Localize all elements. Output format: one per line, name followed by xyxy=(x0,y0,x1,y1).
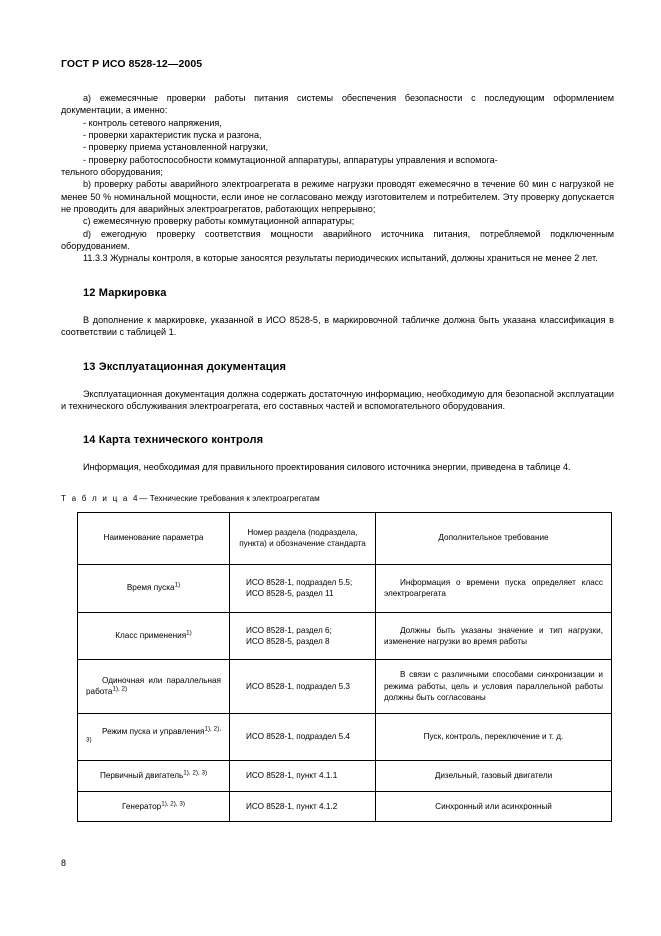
table-cell-reference xyxy=(230,564,376,612)
footnote-marker: 1) xyxy=(174,581,181,589)
table-cell-requirement xyxy=(376,612,612,660)
list-item-dash-4: - проверку работоспособности коммутационной аппаратуры, аппаратуры управления и вспомога- xyxy=(83,154,498,165)
section-12-paragraph: В дополнение к маркировке, указанной в ИСО 8528-5, в маркировочной табличке должна быть указана классификация в соответствии с таблицей 1. xyxy=(61,314,614,338)
footnote-marker: 1), 2) xyxy=(112,685,128,693)
footnote-marker: 1), 2), 3) xyxy=(161,800,185,808)
table-caption-text: Технические требования к электроагрегатам xyxy=(149,493,320,503)
table-caption-label: Т а б л и ц а 4 xyxy=(61,493,140,503)
reference-text xyxy=(230,565,375,612)
table-cell-requirement xyxy=(376,791,612,821)
table-row xyxy=(78,660,612,713)
table-caption-dash: — xyxy=(139,493,148,503)
parameter-text: Время пуска xyxy=(126,583,175,593)
table-header-row xyxy=(78,512,612,564)
reference-text xyxy=(230,669,375,704)
parameter-text: Класс применения xyxy=(115,631,187,641)
paragraph-clause-11-3-3: 11.3.3 Журналы контроля, в которые заносятся результаты периодических испытаний, должны храниться не менее 2 лет. xyxy=(83,253,598,264)
reference-line2: ИСО 8528-5, раздел 8 xyxy=(246,636,330,646)
spacer xyxy=(61,503,614,512)
table-header-label-reference xyxy=(230,513,375,564)
table-cell-requirement xyxy=(376,761,612,791)
table-caption xyxy=(61,494,614,503)
section-heading-13: 13 Эксплуатационная документация xyxy=(83,360,287,373)
requirement-text: Информация о времени пуска определяет класс электроагрегата xyxy=(384,577,603,599)
document-standard-header: ГОСТ Р ИСО 8528-12—2005 xyxy=(61,58,203,70)
reference-line1: ИСО 8528-1, подраздел 5.5; xyxy=(246,577,353,587)
table-cell-reference xyxy=(230,612,376,660)
table-cell-requirement xyxy=(376,713,612,761)
table-cell-parameter xyxy=(78,761,230,791)
section-heading-12: 12 Маркировка xyxy=(83,286,167,299)
section-14-paragraph: Информация, необходимая для правильного проектирования силового источника энергии, приведена в таблице 4. xyxy=(83,462,571,473)
reference-line1: ИСО 8528-1, пункт 4.1.2 xyxy=(246,801,338,811)
table-row xyxy=(78,564,612,612)
reference-line1: ИСО 8528-1, подраздел 5.4 xyxy=(246,732,350,742)
spacer xyxy=(61,373,614,388)
reference-line1: ИСО 8528-1, раздел 6; xyxy=(246,625,332,635)
parameter-text: Первичный двигатель xyxy=(99,771,184,781)
spacer xyxy=(61,265,614,287)
table-cell-reference xyxy=(230,660,376,713)
table-cell-reference xyxy=(230,791,376,821)
list-item-dash-1: - контроль сетевого напряжения, xyxy=(83,117,222,128)
list-item-dash-2: - проверки характеристик пуска и разгона, xyxy=(83,130,262,141)
table-cell-reference xyxy=(230,713,376,761)
reference-text xyxy=(230,719,375,754)
spacer xyxy=(61,474,614,494)
paragraph-item-a: а) ежемесячные проверки работы питания системы обеспечения безопасности с последующим оформлением документации, а именно: xyxy=(61,93,614,116)
reference-text xyxy=(230,761,375,790)
table-header-cell-requirement xyxy=(376,512,612,564)
page-content xyxy=(61,58,614,822)
list-item-dash-4-continuation: тельного оборудования; xyxy=(61,167,163,178)
table-header-reference-line1: Номер раздела (подраздела, xyxy=(247,527,358,537)
table-header-label-parameter: Наименование параметра xyxy=(103,533,204,543)
technical-requirements-table xyxy=(77,512,612,823)
parameter-name xyxy=(78,792,229,821)
parameter-name xyxy=(78,663,229,710)
spacer xyxy=(61,412,614,434)
paragraph-item-d: d) ежегодную проверку соответствия мощности аварийного источника питания, потребляемой подключенным оборудованием. xyxy=(61,228,614,252)
parameter-text: Одиночная или параллельная работа xyxy=(86,676,221,697)
parameter-text: Режим пуска и управления xyxy=(102,726,205,736)
page-number: 8 xyxy=(61,858,67,868)
table-cell-parameter xyxy=(78,564,230,612)
list-item-dash-3: - проверку приема установленной нагрузки, xyxy=(83,142,269,153)
parameter-name xyxy=(78,570,229,605)
table-cell-requirement xyxy=(376,660,612,713)
table-header-cell-reference xyxy=(230,512,376,564)
footnote-marker: 1) xyxy=(186,629,192,637)
paragraph-item-b: b) проверку работы аварийного электроагрегата в режиме нагрузки проводят ежемесячно в течение 60 мин с нагрузкой не менее 50 % номинальной мощности, если иное не согласовано между изготовителем и потребителем. Эту проверку допускается не проводить для аварийных электроагрегатов, работающих непрерывно; xyxy=(61,179,614,215)
table-cell-parameter xyxy=(78,660,230,713)
spacer xyxy=(61,339,614,361)
spacer xyxy=(61,446,614,461)
table-cell-parameter xyxy=(78,713,230,761)
table-row xyxy=(78,612,612,660)
reference-text xyxy=(230,613,375,660)
table-header-reference-line2: пункта) и обозначение стандарта xyxy=(239,539,366,549)
table-cell-parameter xyxy=(78,791,230,821)
section-13-paragraph: Эксплуатационная документация должна содержать достаточную информацию, необходимую для безопасной эксплуатации и технического обслуживания электроагрегата, его составных частей и вспомогательного оборудования. xyxy=(61,388,614,411)
table-header-label-requirement: Дополнительное требование xyxy=(438,533,549,543)
requirement-text: Пуск, контроль, переключение и т. д. xyxy=(423,732,564,742)
table-cell-requirement xyxy=(376,564,612,612)
table-header-cell-parameter xyxy=(78,512,230,564)
footnote-marker: 1), 2), 3) xyxy=(183,769,208,777)
requirement-text: В связи с различными способами синхронизации и режима работы, цель и условия параллельной работы должны быть согласованы xyxy=(384,670,603,703)
footnote-marker: 1), 2), 3) xyxy=(86,724,222,744)
requirement-text: Синхронный или асинхронный xyxy=(435,801,552,811)
table-row xyxy=(78,713,612,761)
section-heading-14: 14 Карта технического контроля xyxy=(83,434,264,447)
requirement-text: Дизельный, газовый двигатели xyxy=(434,771,553,781)
reference-line2: ИСО 8528-5, раздел 11 xyxy=(246,589,334,599)
parameter-name xyxy=(78,714,229,761)
reference-line1: ИСО 8528-1, подраздел 5.3 xyxy=(246,681,350,691)
reference-line1: ИСО 8528-1, пункт 4.1.1 xyxy=(246,771,338,781)
table-cell-reference xyxy=(230,761,376,791)
table-row xyxy=(78,761,612,791)
requirement-text: Должны быть указаны значение и тип нагрузки, изменение нагрузки во время работы xyxy=(384,625,603,646)
parameter-name xyxy=(78,761,229,790)
paragraph-item-c: c) ежемесячную проверку работы коммутационной аппаратуры; xyxy=(83,216,355,227)
parameter-name xyxy=(78,618,229,653)
spacer xyxy=(61,299,614,314)
reference-text xyxy=(230,792,375,821)
table-cell-parameter xyxy=(78,612,230,660)
table-row xyxy=(78,791,612,821)
parameter-text: Генератор xyxy=(121,801,162,811)
